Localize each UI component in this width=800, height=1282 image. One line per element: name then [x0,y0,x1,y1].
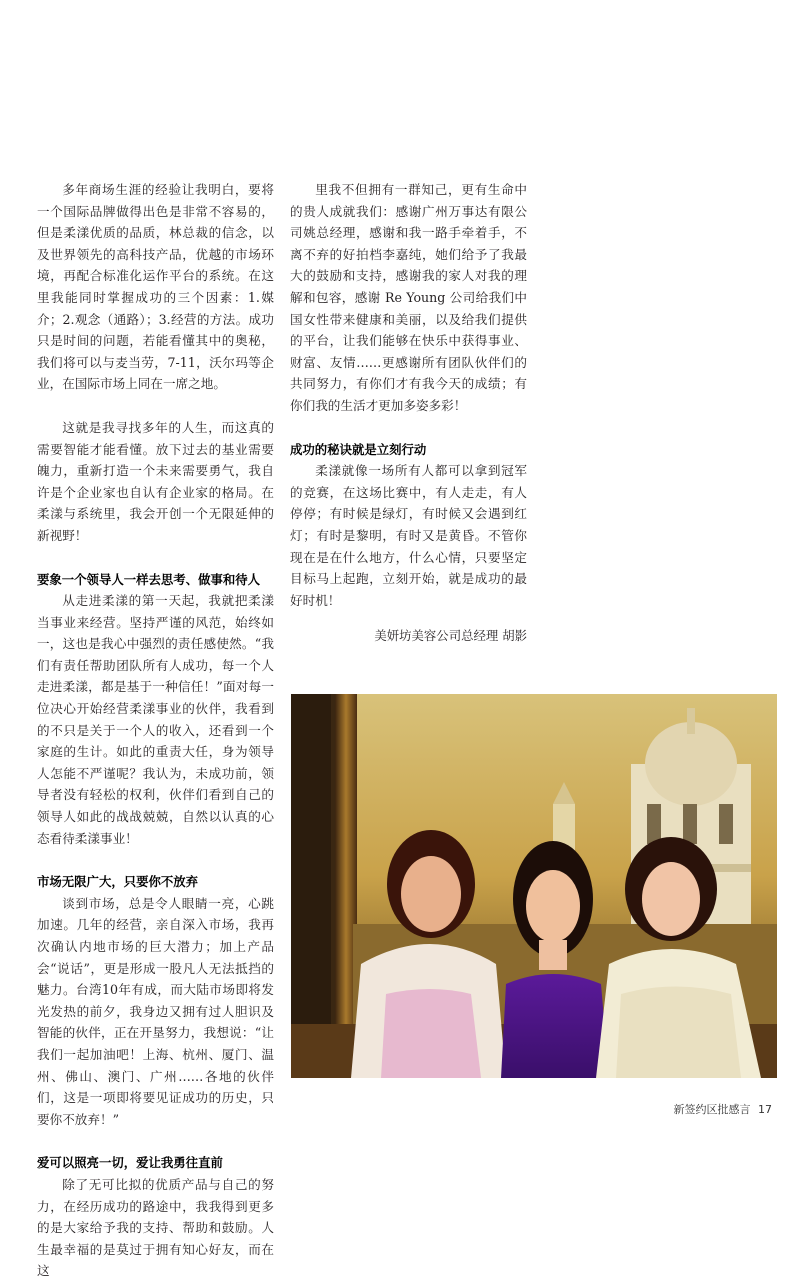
paragraph: 柔漾就像一场所有人都可以拿到冠军的竞赛，在这场比赛中，有人走走，有人停停；有时候是绿灯，有时候又会遇到红灯；有时是黎明，有时又是黄昏。不管你现在是在什么地方，什么心情，只要坚定目标马上起跑，立刻开始，就是成功的最好时机！ [290,463,527,608]
paragraph: 多年商场生涯的经验让我明白，要将一个国际品牌做得出色是非常不容易的，但是柔漾优质的品质，林总裁的信念，以及世界领先的高科技产品，优越的市场环境，再配合标准化运作平台的系统。在这里我能同时掌握成功的三个因素：1.媒介；2.观念（通路）；3.经营的方法。成功只是时间的问题，若能看懂其中的奥秘，我们将可以与麦当劳，7-11，沃尔玛等企业，在国际市场上同在一席之地。 [37,182,274,392]
right-column [290,179,527,647]
footer-section-title: 新签约区批感言 [673,1103,751,1116]
author-signature: 美妍坊美容公司总经理 胡影 [374,628,527,644]
page-footer [670,1101,773,1117]
page-number: 17 [758,1103,772,1116]
section-heading: 市场无限广大，只要你不放弃 [37,874,199,890]
paragraph: 从走进柔漾的第一天起，我就把柔漾当事业来经营。坚持严谨的风范，始终如一，这也是我心中强烈的责任感使然。“我们有责任帮助团队所有人成功，每一个人走进柔漾，都是基于一种信任！”面对每一位决心开始经营柔漾事业的伙伴，我看到的不只是关于一个人的收入，还看到一个家庭的生计。如此的重责大任，身为领导人怎能不严谨呢？我认为，未成功前，领导者没有轻松的权利，伙伴们看到自己的领导人如此的战战兢兢，自然以认真的心态看待柔漾事业！ [37,593,274,846]
paragraph: 谈到市场，总是令人眼睛一亮，心跳加速。几年的经营，亲自深入市场，我再次确认内地市场的巨大潜力；加上产品会“说话”，更是形成一股凡人无法抵挡的魅力。台湾10年有成，而大陆市场即将发光发热的前夕，我身边又拥有过人胆识及智能的伙伴，正在开垦努力，我想说：“让我们一起加油吧！上海、杭州、厦门、温州、佛山、澳门、广州……各地的伙伴们，这是一项即将要见证成功的历史，只要你不放弃！” [37,895,274,1127]
section-heading: 成功的秘诀就是立刻行动 [290,441,427,457]
paragraph: 里我不但拥有一群知己，更有生命中的贵人成就我们：感谢广州万事达有限公司姚总经理，感谢和我一路手牵着手，不离不弃的好拍档李嘉纯，她们给予了我最大的鼓励和支持，感谢我的家人对我的理解和包容，感谢 Re Young 公司给我们中国女性带来健康和美丽，以及给我们提供的平台，让我们能够在快乐中获得事业、财富、友情……更感谢所有团队伙伴们的共同努力，有你们才有我今天的成绩；有你们我的生活才更加多姿多彩！ [290,182,527,413]
left-column [37,179,274,1282]
paragraph: 这就是我寻找多年的人生，而这真的需要智能才能看懂。放下过去的基业需要魄力，重新打造一个未来需要勇气，我自许是个企业家也自认有企业家的格局。在柔漾与系统里，我会开创一个无限延伸的新视野！ [37,419,274,543]
section-heading: 爱可以照亮一切，爱让我勇往直前 [37,1155,223,1171]
section-heading: 要象一个领导人一样去思考、做事和待人 [37,571,261,587]
paragraph: 除了无可比拟的优质产品与自己的努力，在经历成功的路途中，我我得到更多的是大家给予我的支持、帮助和鼓励。人生最幸福的是莫过于拥有知心好友，而在这 [37,1176,274,1279]
group-photo [291,694,777,1078]
